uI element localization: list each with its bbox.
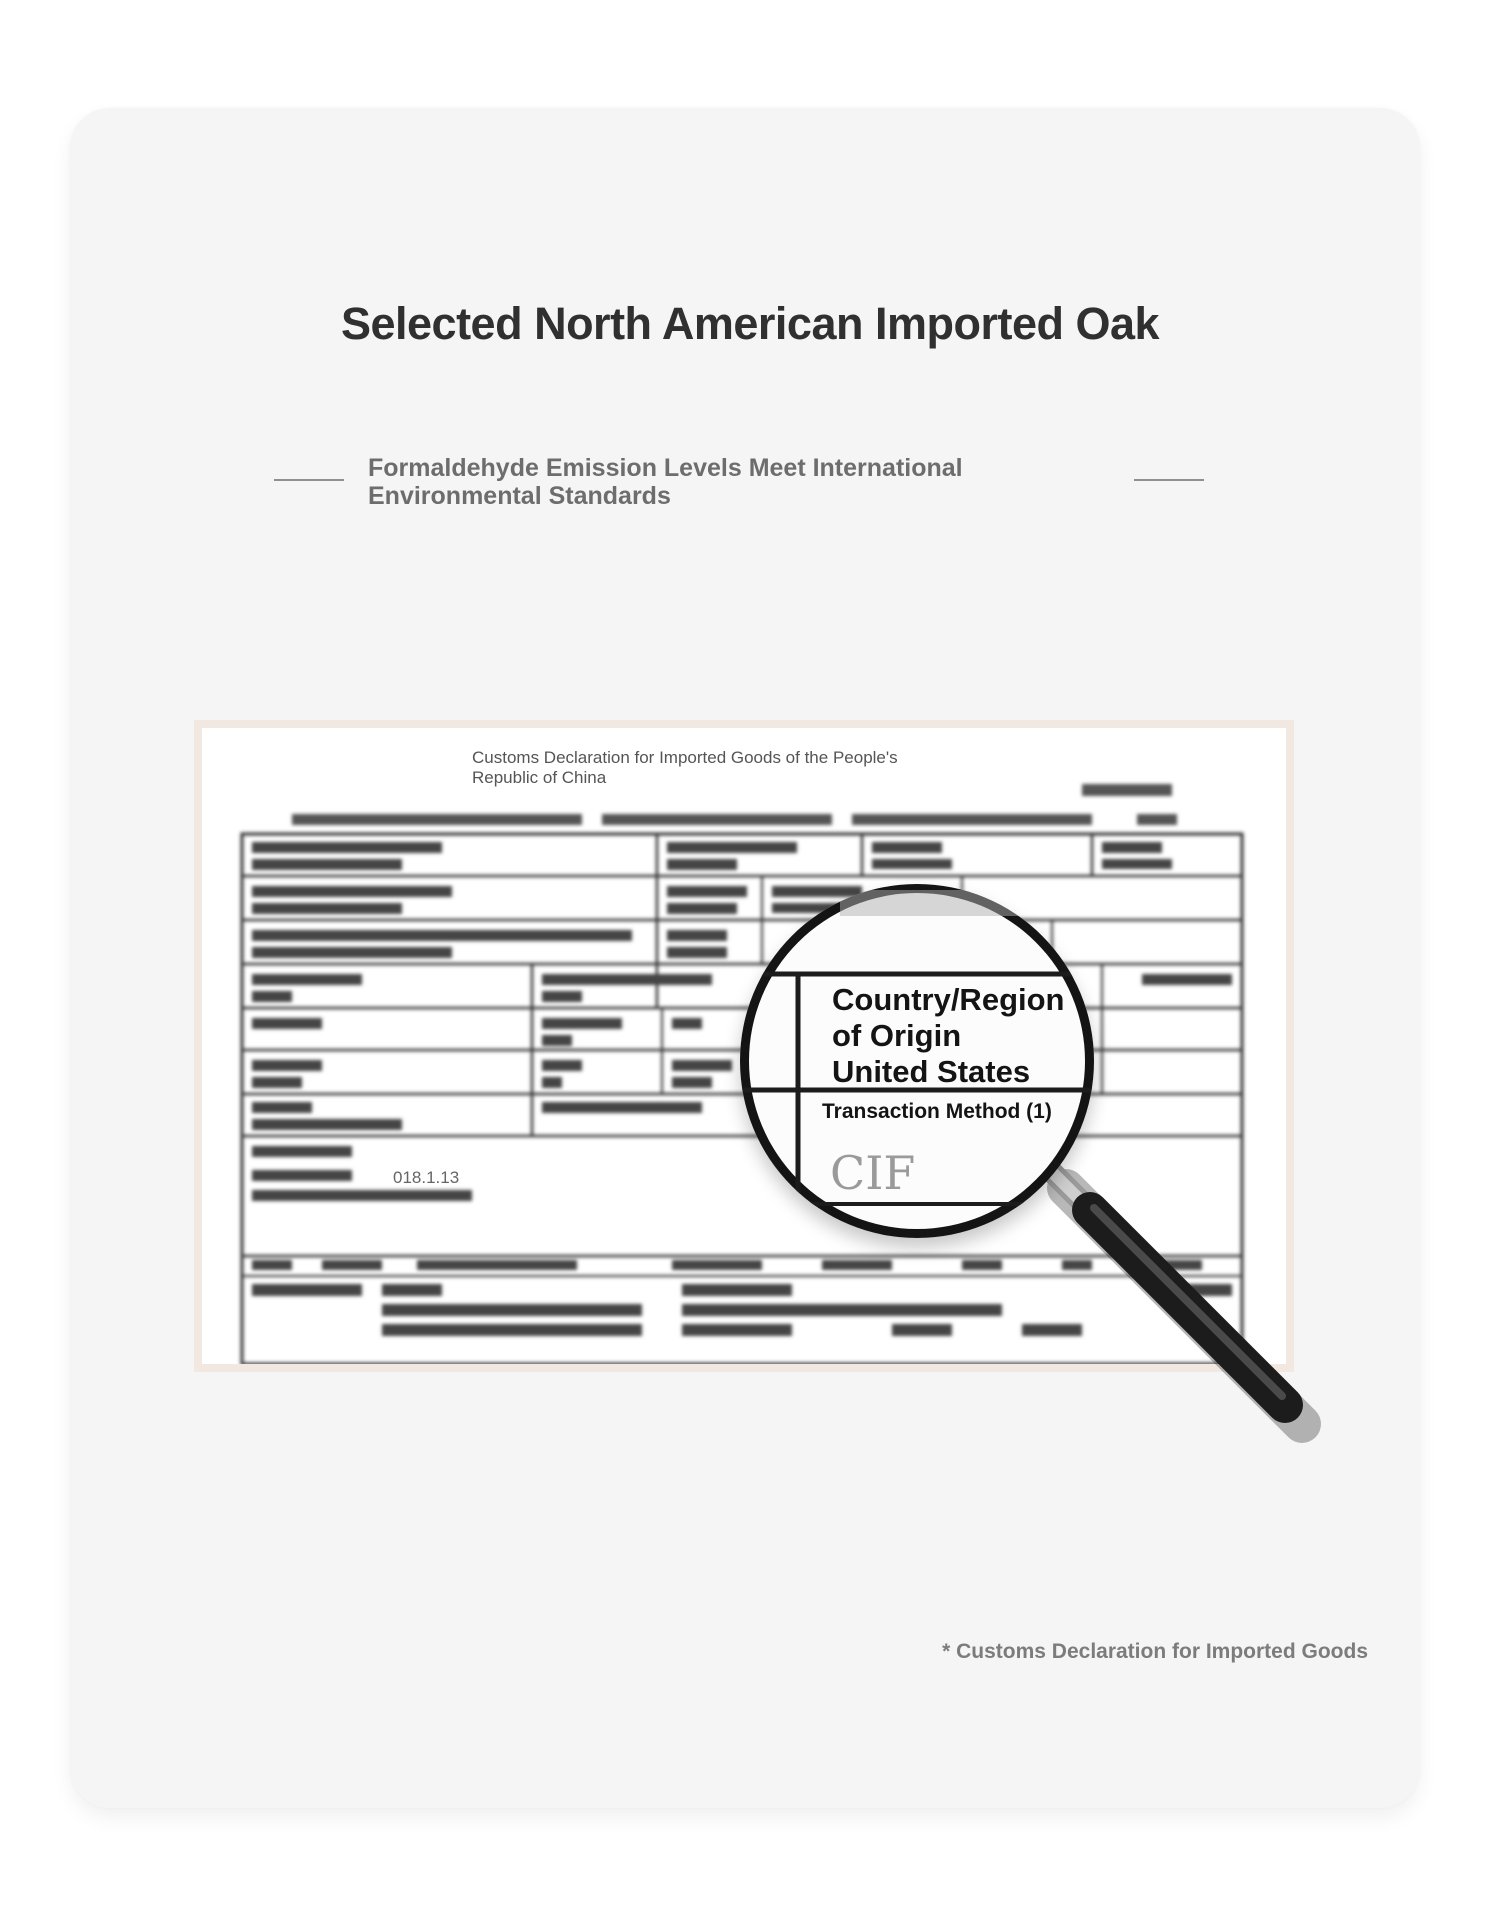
origin-block [832,982,1082,1090]
document-date: 018.1.13 [393,1168,460,1187]
origin-value: United States [832,1054,1031,1089]
divider-right [1134,479,1204,481]
transaction-label: Transaction Method (1) [822,1100,1052,1123]
divider-left [274,479,344,481]
footnote: * Customs Declaration for Imported Goods [942,1640,1368,1663]
document-header: Customs Declaration for Imported Goods of the People's Republic of China [472,748,898,787]
transaction-value: CIF [830,1146,916,1200]
page-title: Selected North American Imported Oak [340,298,1160,349]
page-subtitle: Formaldehyde Emission Levels Meet International Environmental Standards [368,454,963,510]
origin-label: Country/Region of Origin [832,982,1065,1053]
magnifier-lens [740,884,1094,1238]
magnifier [740,884,1094,1238]
